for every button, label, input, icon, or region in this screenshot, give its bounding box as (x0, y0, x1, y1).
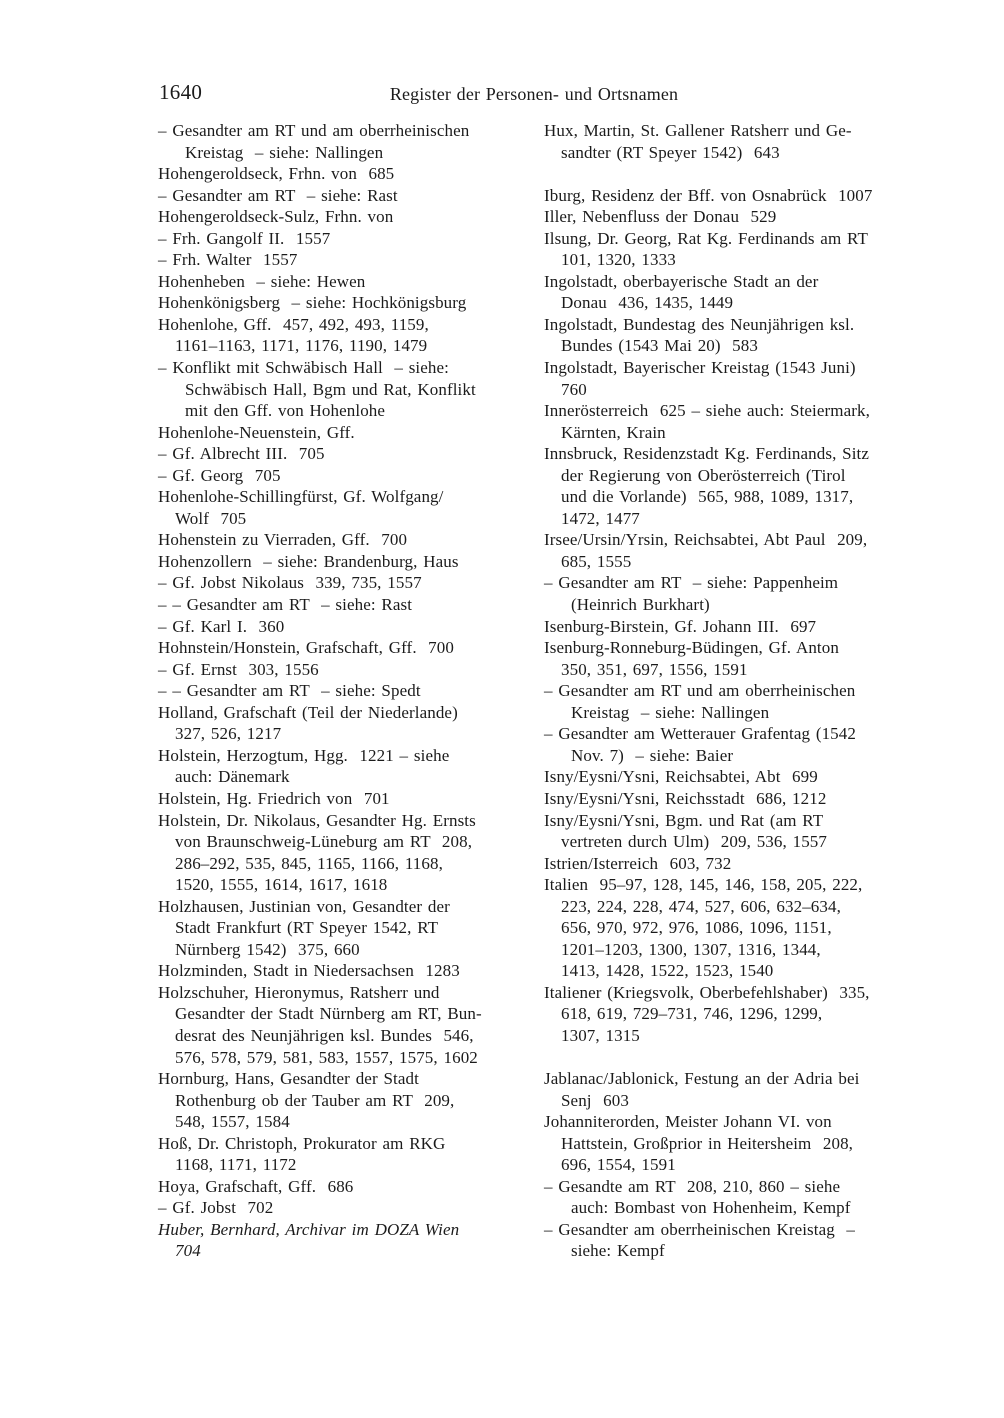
index-line: Istrien/Isterreich 603, 732 (544, 853, 732, 873)
index-line: Innsbruck, Residenzstadt Kg. Ferdinands, Sitz (544, 444, 870, 464)
index-line: – Gf. Jobst Nikolaus 339, 735, 1557 (158, 573, 422, 593)
index-line: 350, 351, 697, 1556, 1591 (561, 659, 748, 679)
index-line: der Regierung von Oberösterreich (Tirol (561, 465, 846, 485)
index-line: Kärnten, Krain (561, 422, 666, 442)
index-line: Hux, Martin, St. Gallener Ratsherr und Ge- (544, 121, 852, 140)
index-line: – Gesandter am RT – siehe: Pappenheim (544, 573, 839, 593)
index-line: (Heinrich Burkhart) (571, 595, 710, 615)
index-line: Holstein, Herzogtum, Hgg. 1221 – siehe (158, 745, 450, 765)
blank-line (544, 1047, 976, 1069)
index-line: Rothenburg ob der Tauber am RT 209, (175, 1090, 455, 1110)
index-line: 1201–1203, 1300, 1307, 1316, 1344, (561, 939, 821, 959)
index-line: – Gesandter am oberrheinischen Kreistag – (544, 1219, 855, 1239)
index-line: Hohenzollern – siehe: Brandenburg, Haus (158, 551, 459, 571)
index-line: 1520, 1555, 1614, 1617, 1618 (175, 875, 388, 895)
index-line: Holzschuher, Hieronymus, Ratsherr und (158, 982, 440, 1002)
index-line: 1472, 1477 (561, 508, 640, 528)
index-line: Kreistag – siehe: Nallingen (571, 702, 770, 722)
index-line: Iburg, Residenz der Bff. von Osnabrück 1007 (544, 185, 873, 205)
index-line: Isny/Eysni/Ysni, Reichsabtei, Abt 699 (544, 767, 818, 787)
index-line: 576, 578, 579, 581, 583, 1557, 1575, 1602 (175, 1047, 478, 1067)
index-line: auch: Bombast von Hohenheim, Kempf (571, 1198, 851, 1218)
index-line: 1168, 1171, 1172 (175, 1155, 297, 1175)
index-line: Ingolstadt, Bundestag des Neunjährigen ksl. (544, 314, 855, 334)
index-line: – Gf. Ernst 303, 1556 (158, 659, 319, 679)
index-line: – Frh. Walter 1557 (158, 250, 298, 270)
index-line: Hohenlohe-Schillingfürst, Gf. Wolfgang/ (158, 487, 444, 507)
index-line: – Gesandter am RT – siehe: Rast (158, 185, 398, 205)
index-line: Huber, Bernhard, Archivar im DOZA Wien (158, 1219, 460, 1239)
index-line: 685, 1555 (561, 551, 632, 571)
index-line: Kreistag – siehe: Nallingen (185, 142, 384, 162)
index-line: mit den Gff. von Hohenlohe (185, 401, 386, 421)
index-line: Holstein, Dr. Nikolaus, Gesandter Hg. Ernsts (158, 810, 476, 830)
index-line: – Gesandte am RT 208, 210, 860 – siehe (544, 1176, 841, 1196)
index-line: Holzminden, Stadt in Niedersachsen 1283 (158, 961, 460, 981)
index-line: 618, 619, 729–731, 746, 1296, 1299, (561, 1004, 823, 1024)
index-line: Iller, Nebenfluss der Donau 529 (544, 207, 777, 227)
index-line: – Gf. Georg 705 (158, 465, 281, 485)
index-line: Hohenlohe-Neuenstein, Gff. (158, 422, 355, 442)
index-line: Irsee/Ursin/Yrsin, Reichsabtei, Abt Paul 209, (544, 530, 868, 550)
index-line: Innerösterreich 625 – siehe auch: Steiermark, (544, 401, 870, 421)
index-line: 656, 970, 972, 976, 1086, 1096, 1151, (561, 918, 832, 938)
index-line: Hattstein, Großprior in Heitersheim 208, (561, 1133, 854, 1153)
index-line: Holzhausen, Justinian von, Gesandter der (158, 896, 450, 916)
index-line: 696, 1554, 1591 (561, 1155, 676, 1175)
index-line: Johanniterorden, Meister Johann VI. von (544, 1112, 832, 1132)
index-line: Hohengeroldseck, Frhn. von 685 (158, 164, 395, 184)
index-line: von Braunschweig-Lüneburg am RT 208, (175, 832, 473, 852)
index-line: Isny/Eysni/Ysni, Bgm. und Rat (am RT (544, 810, 824, 830)
index-line: Senj 603 (561, 1090, 629, 1110)
index-line: 223, 224, 228, 474, 527, 606, 632–634, (561, 896, 841, 916)
page-number: 1640 (159, 80, 203, 104)
index-column-right (544, 120, 976, 1262)
index-line: 1307, 1315 (561, 1025, 640, 1045)
index-line: Isenburg-Ronneburg-Büdingen, Gf. Anton (544, 638, 839, 658)
index-line: Isenburg-Birstein, Gf. Johann III. 697 (544, 616, 817, 636)
index-line: Ingolstadt, oberbayerische Stadt an der (544, 271, 819, 291)
index-line: Isny/Eysni/Ysni, Reichsstadt 686, 1212 (544, 788, 827, 808)
index-line: 286–292, 535, 845, 1165, 1166, 1168, (175, 853, 443, 873)
index-line: 101, 1320, 1333 (561, 250, 676, 270)
index-line: Ingolstadt, Bayerischer Kreistag (1543 Juni) (544, 358, 856, 378)
index-line: – Frh. Gangolf II. 1557 (158, 228, 331, 248)
index-line: – Konflikt mit Schwäbisch Hall – siehe: (158, 358, 449, 378)
index-line: Wolf 705 (175, 508, 247, 528)
index-line: Holland, Grafschaft (Teil der Niederlande) (158, 702, 458, 722)
index-line: Schwäbisch Hall, Bgm und Rat, Konflikt (185, 379, 476, 399)
index-line: Hohenlohe, Gff. 457, 492, 493, 1159, (158, 314, 429, 334)
index-line: vertreten durch Ulm) 209, 536, 1557 (561, 832, 827, 852)
index-line: siehe: Kempf (571, 1241, 665, 1261)
index-line: Hoya, Grafschaft, Gff. 686 (158, 1176, 354, 1196)
index-line: desrat des Neunjährigen ksl. Bundes 546, (175, 1025, 474, 1045)
index-line: Stadt Frankfurt (RT Speyer 1542, RT (175, 918, 439, 938)
index-line: Jablanac/Jablonick, Festung an der Adria bei (544, 1069, 860, 1089)
index-line: Gesandter der Stadt Nürnberg am RT, Bun- (175, 1004, 482, 1024)
index-line: – Gesandter am RT und am oberrheinischen (544, 681, 856, 701)
index-line: – Gf. Albrecht III. 705 (158, 444, 325, 464)
blank-line (544, 163, 976, 185)
index-line: Italien 95–97, 128, 145, 146, 158, 205, 222, (544, 875, 863, 895)
index-line: Nov. 7) – siehe: Baier (571, 745, 734, 765)
index-line: Hohnstein/Honstein, Grafschaft, Gff. 700 (158, 638, 454, 658)
index-column-left (158, 120, 545, 1262)
index-line: 704 (175, 1241, 201, 1261)
index-line: – – Gesandter am RT – siehe: Spedt (158, 681, 421, 701)
index-line: 1161–1163, 1171, 1176, 1190, 1479 (175, 336, 428, 356)
index-line: Ilsung, Dr. Georg, Rat Kg. Ferdinands am RT (544, 228, 868, 248)
index-line: 1413, 1428, 1522, 1523, 1540 (561, 961, 774, 981)
index-line: Hornburg, Hans, Gesandter der Stadt (158, 1069, 419, 1089)
index-line: Hoß, Dr. Christoph, Prokurator am RKG (158, 1133, 446, 1153)
index-line: Hohenheben – siehe: Hewen (158, 271, 366, 291)
running-header: Register der Personen- und Ortsnamen (389, 84, 679, 104)
index-line: – Gf. Karl I. 360 (158, 616, 285, 636)
index-line: – Gesandter am Wetterauer Grafentag (1542 (544, 724, 856, 744)
index-line: Italiener (Kriegsvolk, Oberbefehlshaber) 335, (544, 982, 870, 1002)
index-line: auch: Dänemark (175, 767, 290, 787)
index-line: Hohenkönigsberg – siehe: Hochkönigsburg (158, 293, 467, 313)
index-line: Nürnberg 1542) 375, 660 (175, 939, 360, 959)
index-line: und die Vorlande) 565, 988, 1089, 1317, (561, 487, 854, 507)
index-line: Bundes (1543 Mai 20) 583 (561, 336, 758, 356)
index-line: Hohengeroldseck-Sulz, Frhn. von (158, 207, 394, 227)
index-line: Donau 436, 1435, 1449 (561, 293, 734, 313)
index-line: 760 (561, 379, 587, 399)
index-line: 548, 1557, 1584 (175, 1112, 290, 1132)
index-line: Holstein, Hg. Friedrich von 701 (158, 788, 390, 808)
index-line: – Gesandter am RT und am oberrheinischen (158, 121, 470, 140)
index-line: 327, 526, 1217 (175, 724, 282, 744)
index-line: sandter (RT Speyer 1542) 643 (561, 142, 780, 162)
index-line: Hohenstein zu Vierraden, Gff. 700 (158, 530, 408, 550)
index-line: – Gf. Jobst 702 (158, 1198, 274, 1218)
index-line: – – Gesandter am RT – siehe: Rast (158, 595, 413, 615)
